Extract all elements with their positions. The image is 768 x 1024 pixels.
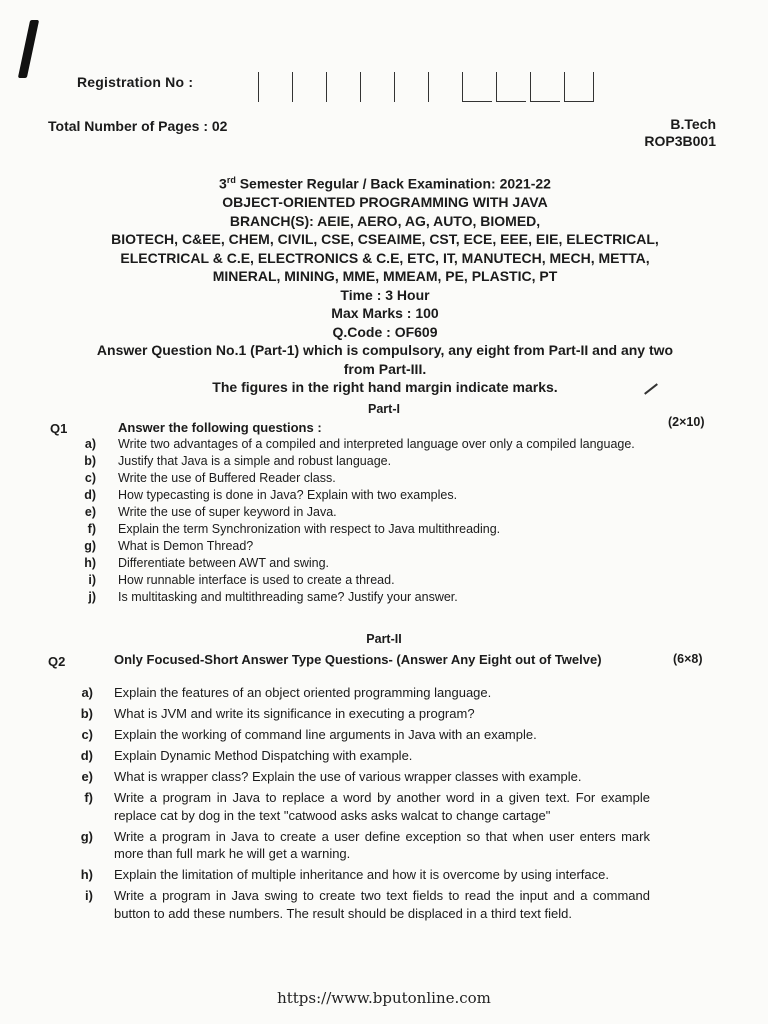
list-item: i) How runnable interface is used to create a thread. <box>88 573 395 587</box>
exam-header <box>40 171 730 397</box>
pen-mark <box>18 20 39 78</box>
list-item: a) Write two advantages of a compiled and interpreted language over only a compiled language. <box>84 437 635 451</box>
subject-title: OBJECT-ORIENTED PROGRAMMING WITH JAVA <box>222 194 548 211</box>
registration-boxes <box>258 72 598 102</box>
list-item: e) Write the use of super keyword in Java. <box>84 505 337 519</box>
list-item: d) How typecasting is done in Java? Explain with two examples. <box>84 488 458 502</box>
list-item: d) Explain Dynamic Method Dispatching with example. <box>80 748 413 763</box>
list-item: j) Is multitasking and multithreading same? Justify your answer. <box>88 590 458 604</box>
list-item: c) Explain the working of command line arguments in Java with an example. <box>81 727 537 742</box>
qcode-line: Q.Code : OF609 <box>332 323 438 340</box>
semester-line: 3rd Semester Regular / Back Examination: 2021-22 <box>219 175 551 192</box>
question-number: Q1 <box>50 421 68 436</box>
registration-box <box>292 72 322 102</box>
registration-row <box>77 72 193 106</box>
question-marks: (2×10) <box>668 415 705 429</box>
total-pages: Total Number of Pages : 02 <box>48 118 228 134</box>
list-item: b) Justify that Java is a simple and robust language. <box>84 454 392 468</box>
question-number: Q2 <box>48 654 66 669</box>
list-item: a) Explain the features of an object oriented programming language. <box>81 685 492 700</box>
registration-box <box>326 72 356 102</box>
course-name: B.Tech <box>670 116 716 132</box>
question-title: Answer the following questions : <box>118 420 322 435</box>
registration-box <box>258 72 288 102</box>
registration-box <box>462 72 492 102</box>
registration-box <box>360 72 390 102</box>
question-list <box>68 436 658 606</box>
time-line: Time : 3 Hour <box>340 286 430 303</box>
list-item: f) Explain the term Synchronization with respect to Java multithreading. <box>87 522 501 536</box>
part-title: Part-II <box>366 632 402 646</box>
instruction-line: The figures in the right hand margin indicate marks. <box>212 379 558 396</box>
registration-box <box>496 72 526 102</box>
registration-box <box>530 72 560 102</box>
registration-box <box>564 72 594 102</box>
list-item: e) What is wrapper class? Explain the use of various wrapper classes with example. <box>81 769 582 784</box>
instruction-line: Answer Question No.1 (Part-1) which is compulsory, any eight from Part-II and any two <box>96 342 674 359</box>
list-item: h) Explain the limitation of multiple inheritance and how it is overcome by using interface. <box>80 867 609 882</box>
list-item: g) What is Demon Thread? <box>84 539 254 553</box>
question-title: Only Focused-Short Answer Type Questions- (Answer Any Eight out of Twelve) <box>114 652 602 667</box>
course-code: ROP3B001 <box>644 133 716 149</box>
part-title: Part-I <box>368 402 400 416</box>
instruction-line: from Part-III. <box>343 360 427 377</box>
list-item: g) Write a program in Java to create a user define exception so that when user enters mark more than full mark he will get a warning. <box>80 828 650 861</box>
branches-line: BIOTECH, C&EE, CHEM, CIVIL, CSE, CSEAIME, CST, ECE, EEE, EIE, ELECTRICAL, <box>111 231 659 248</box>
max-marks-line: Max Marks : 100 <box>331 305 439 322</box>
list-item: b) What is JVM and write its significance in executing a program? <box>80 706 475 721</box>
registration-box <box>428 72 458 102</box>
question-list <box>67 684 650 926</box>
question-marks: (6×8) <box>673 652 703 666</box>
registration-label: Registration No : <box>77 74 194 90</box>
list-item: c) Write the use of Buffered Reader class. <box>84 471 336 485</box>
registration-box <box>394 72 424 102</box>
list-item: i) Write a program in Java swing to create two text fields to read the input and a command button to add these numbers. The result should be displaced in a third text field. <box>85 888 650 921</box>
list-item: f) Write a program in Java to replace a word by another word in a given text. For example replace cat by dog in the text "catwood asks asks walcat to change cartage" <box>84 790 650 823</box>
course-info <box>644 116 716 150</box>
footer-url[interactable]: https://www.bputonline.com <box>277 989 491 1007</box>
list-item: h) Differentiate between AWT and swing. <box>84 556 329 570</box>
branches-line: MINERAL, MINING, MME, MMEAM, PE, PLASTIC, PT <box>212 268 558 285</box>
branches-line: BRANCH(S): AEIE, AERO, AG, AUTO, BIOMED, <box>229 212 541 229</box>
branches-line: ELECTRICAL & C.E, ELECTRONICS & C.E, ETC, IT, MANUTECH, MECH, METTA, <box>120 249 650 266</box>
